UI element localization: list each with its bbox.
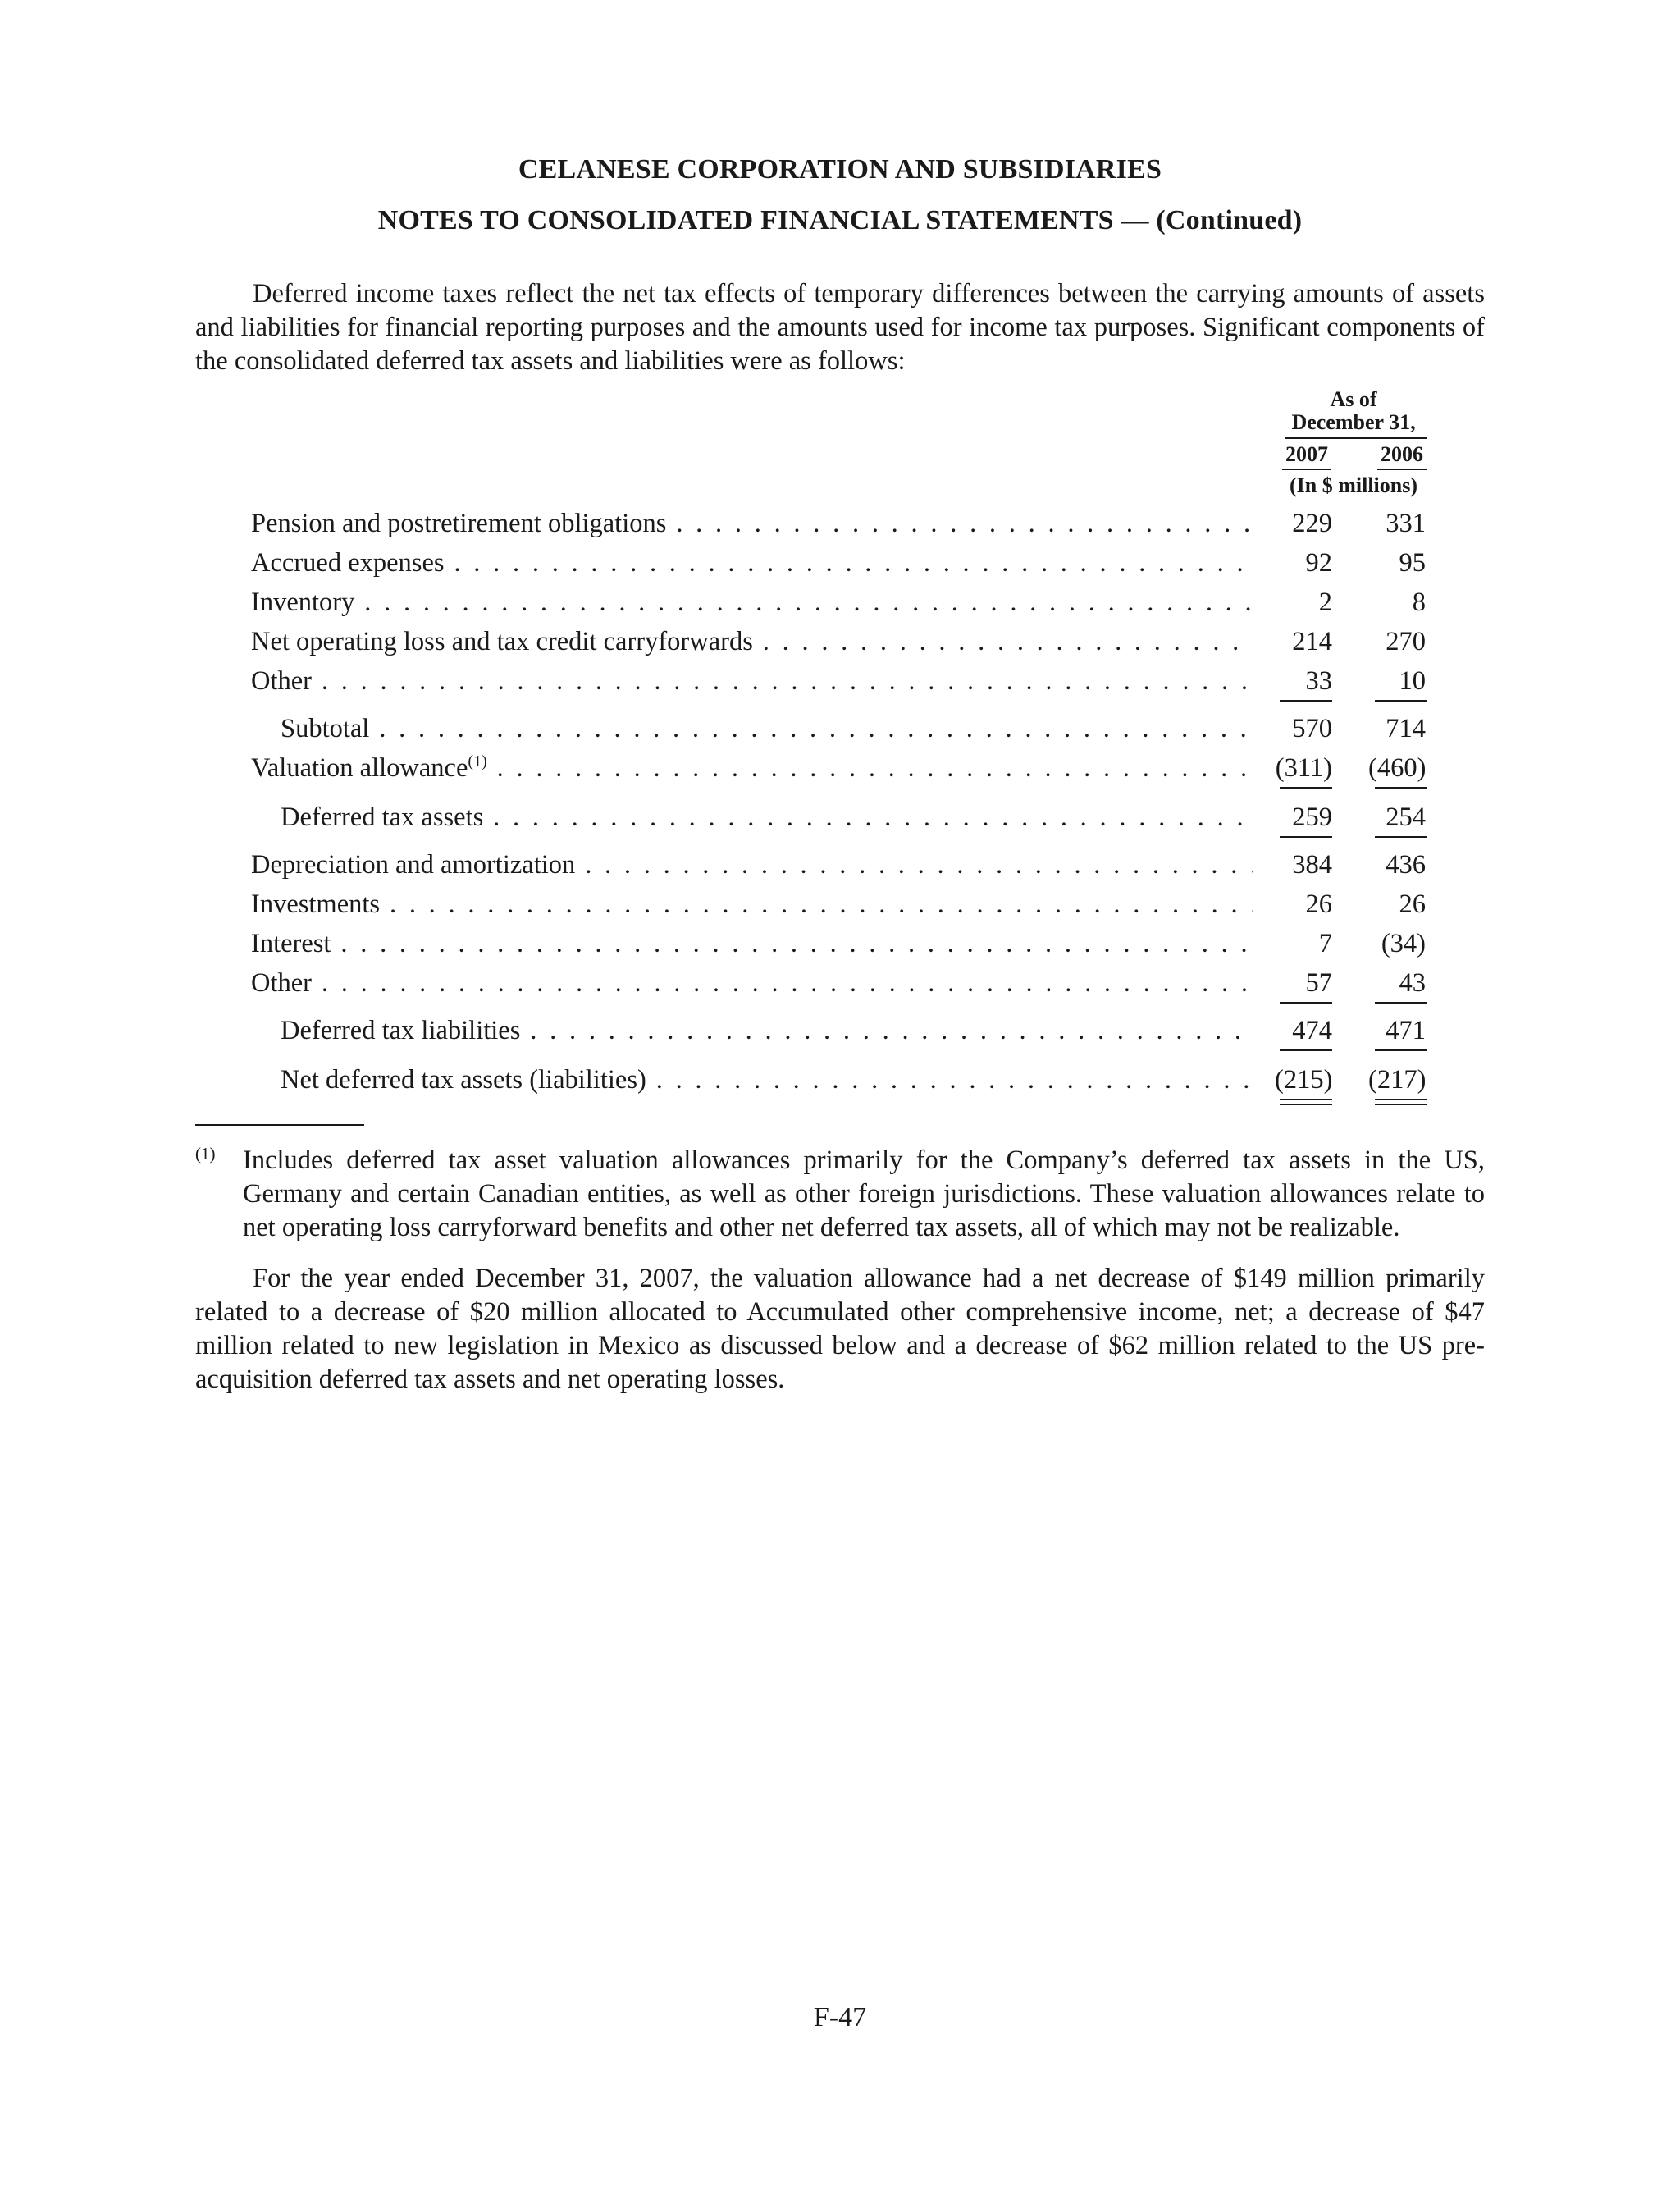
row-label-text: Valuation allowance [251,753,468,783]
row-label: Investments . . . [251,886,1253,922]
value-2006: 331 [1386,509,1426,538]
table-row [251,663,1440,699]
footnote-ref: (1) [468,752,487,771]
value-2007: 474 [1292,1016,1332,1045]
subtotal-rule [1280,787,1332,789]
value-2006: 254 [1386,802,1426,832]
total-rule [1280,836,1332,838]
row-label: Other . . . [251,663,1253,699]
table-row [251,799,1440,835]
page-number: F-47 [813,2002,867,2032]
row-label: Net deferred tax assets (liabilities) . . . [281,1062,1253,1098]
section-subtitle: NOTES TO CONSOLIDATED FINANCIAL STATEMENTS — (Continued) [377,205,1303,235]
row-label: Subtotal . . . [281,711,1253,747]
year-2006-header: 2006 [1381,442,1423,466]
table-row [251,886,1440,922]
row-label: Deferred tax assets . . . [281,799,1253,835]
total-rule [1375,836,1427,838]
table-row [251,965,1440,1001]
intro-paragraph-text: Deferred income taxes reflect the net tax effects of temporary differences between the carrying amounts of assets and liabilities for financial reporting purposes and the amounts used for income tax purposes. Significant components of the consolidated deferred tax assets and liabilities were as follows: [195,279,1485,376]
footnote-separator [195,1124,364,1126]
value-2007: 33 [1305,666,1332,696]
row-label: Inventory . . . [251,584,1253,620]
total-rule [1280,1049,1332,1051]
subtotal-rule [1280,700,1332,702]
footnote-mark: (1) [195,1144,216,1164]
value-2006: 43 [1399,968,1426,998]
value-2006: (34) [1381,929,1426,958]
company-title: CELANESE CORPORATION AND SUBSIDIARIES [518,154,1162,185]
table-row [251,584,1440,620]
subtotal-rule [1280,1002,1332,1004]
table-row [251,1062,1440,1098]
value-2007: 57 [1305,968,1332,998]
as-of-label: As of [1330,387,1377,411]
row-label: Pension and postretirement obligations . . . [251,505,1253,542]
value-2006: 270 [1386,627,1426,656]
value-2007: 570 [1292,714,1332,743]
value-2007: 384 [1292,850,1332,880]
subtotal-rule [1375,700,1427,702]
row-label: Deferred tax liabilities . . . [281,1013,1253,1049]
value-2007: 92 [1305,548,1332,578]
value-2006: 95 [1399,548,1426,578]
table-row [251,545,1440,581]
row-label [251,750,1253,786]
value-2006: 26 [1399,889,1426,919]
subtotal-rule [1375,787,1427,789]
value-2006: (460) [1368,753,1427,783]
value-2007: 26 [1305,889,1332,919]
units-label: (In $ millions) [1289,473,1418,497]
value-2006: (217) [1368,1065,1427,1095]
row-label: Interest . . . [251,926,1253,962]
year-2006-rule [1377,469,1427,470]
total-rule [1375,1049,1427,1051]
grand-total-double-rule [1280,1099,1332,1105]
table-row [251,750,1440,786]
table-row [251,1013,1440,1049]
grand-total-double-rule [1375,1099,1427,1105]
value-2007: 259 [1292,802,1332,832]
value-2006: 10 [1399,666,1426,696]
table-row [251,505,1440,542]
year-2007-rule [1282,469,1331,470]
header-rule [1285,437,1427,439]
value-2007: 2 [1318,588,1332,617]
footnote-text: Includes deferred tax asset valuation allowances primarily for the Company’s deferred tax assets in the US, Germany and certain Canadian entities, as well as other foreign jurisdictions. These valuation allowances relate to net operating loss carryforward benefits and other net deferred tax assets, all of which may not be realizable. [243,1145,1485,1242]
row-label: Other . . . [251,965,1253,1001]
table-row [251,711,1440,747]
closing-paragraph [195,1262,1485,1397]
row-label: Net operating loss and tax credit carryforwards . . . [251,624,1253,660]
date-label: December 31, [1291,410,1416,434]
value-2007: (215) [1275,1065,1333,1095]
closing-paragraph-text: For the year ended December 31, 2007, the valuation allowance had a net decrease of $149 million primarily related to a decrease of $20 million allocated to Accumulated other comprehensive income, net; a decrease of $47 million related to new legislation in Mexico as discussed below and a decrease of $62 million related to the US pre-acquisition deferred tax assets and net operating losses. [195,1264,1485,1394]
intro-paragraph [195,277,1485,378]
table-row [251,847,1440,883]
subtotal-rule [1375,1002,1427,1004]
value-2007: 7 [1318,929,1332,958]
value-2006: 436 [1386,850,1426,880]
value-2006: 471 [1386,1016,1426,1045]
table-row [251,624,1440,660]
table-row [251,926,1440,962]
value-2007: 214 [1292,627,1332,656]
value-2006: 714 [1386,714,1426,743]
value-2007: 229 [1292,509,1332,538]
row-label: Depreciation and amortization . . . [251,847,1253,883]
value-2006: 8 [1412,588,1426,617]
row-label: Accrued expenses . . . [251,545,1253,581]
value-2007: (311) [1275,753,1332,783]
year-2007-header: 2007 [1285,442,1328,466]
